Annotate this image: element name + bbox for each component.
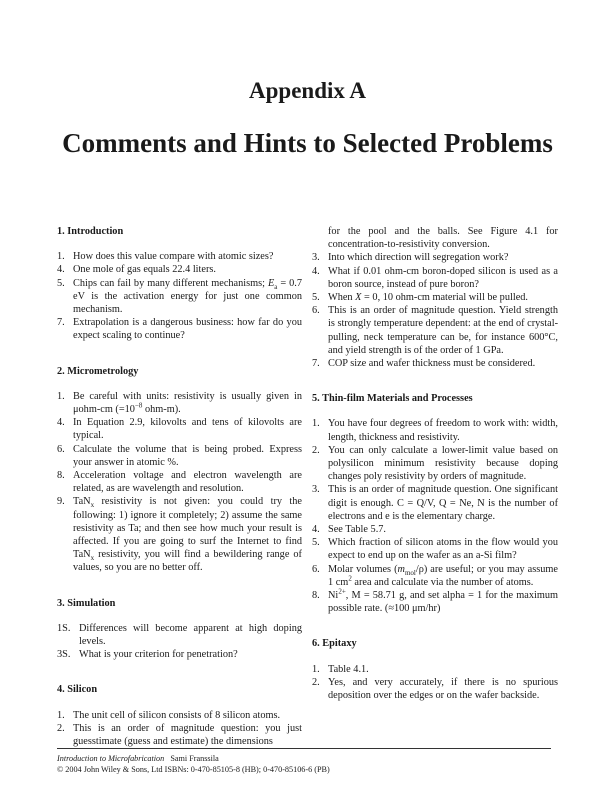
- item-number: 1.: [312, 663, 320, 675]
- list-item: [312, 663, 558, 676]
- item-number: 8.: [312, 590, 320, 602]
- item-text: Calculate the volume that is being probed. Express your answer in atomic %.: [73, 443, 302, 468]
- item-number: 3S.: [57, 649, 71, 661]
- list-item: [312, 536, 558, 562]
- list-item: [57, 469, 302, 495]
- item-text: Acceleration voltage and electron wavelength are related, as are wavelength and resolution.: [73, 470, 302, 495]
- item-number: 8.: [57, 470, 65, 482]
- item-number: 5.: [312, 537, 320, 549]
- list-item: [312, 291, 558, 304]
- item-number: 4.: [312, 265, 320, 277]
- list-item: [312, 251, 558, 264]
- footer: [57, 753, 330, 775]
- text-fragment: Ni: [328, 590, 339, 602]
- footer-rule: [57, 748, 551, 749]
- text-fragment: area and calculate via the number of atoms.: [351, 576, 534, 588]
- text-fragment: TaN: [73, 496, 91, 508]
- item-text: Into which direction will segregation work?: [328, 252, 509, 264]
- section-micrometrology: [57, 365, 302, 575]
- section-epitaxy: [312, 637, 558, 702]
- item-text: Differences will become apparent at high doping levels.: [79, 622, 302, 648]
- item-number: 1.: [57, 709, 65, 721]
- item-text: Which fraction of silicon atoms in the flow would you expect to end up on the wafer as an a-Si film?: [328, 537, 558, 562]
- superscript: 2+: [338, 587, 346, 596]
- subscript: mol: [404, 568, 416, 577]
- item-text: [328, 563, 558, 589]
- list-item: [57, 316, 302, 342]
- item-text: You have four degrees of freedom to work with: width, length, thickness and resistivity.: [328, 418, 558, 443]
- text-fragment: resistivity, you will find a bewildering range of values, so you are no better off.: [73, 549, 302, 574]
- section-heading: 4. Silicon: [57, 684, 98, 696]
- list-item: [57, 709, 302, 722]
- list-item: [57, 648, 302, 661]
- list-item: [57, 263, 302, 276]
- section-heading: 2. Micrometrology: [57, 365, 139, 377]
- math-var: X: [355, 292, 362, 304]
- item-number: 9.: [57, 496, 65, 508]
- item-number: 3.: [312, 484, 320, 496]
- item-number: 5.: [57, 277, 65, 289]
- list-item: [57, 390, 302, 416]
- book-title: Introduction to Microfabrication: [57, 754, 165, 763]
- text-fragment: = 0, 10 ohm-cm material will be pulled.: [361, 292, 528, 304]
- section-silicon-continued: [312, 225, 558, 370]
- section-heading: 5. Thin-film Materials and Processes: [312, 393, 473, 405]
- item-text: This is an order of magnitude question. Yield strength is strongly temperature dependent: at the end of crystal-pulling, neck temperature can be, for instance 600°C, and yield strength is of the order of 1 GPa.: [328, 305, 558, 356]
- list-item: [312, 589, 558, 615]
- section-simulation: [57, 597, 302, 662]
- item-number: 2.: [312, 676, 320, 688]
- math-var: m: [397, 563, 405, 575]
- right-column: [312, 225, 558, 724]
- superscript: −8: [134, 401, 143, 410]
- item-continuation: for the pool and the balls. See Figure 4.1 for concentration-to-resistivity conversion.: [328, 226, 558, 251]
- item-number: 5.: [312, 292, 320, 304]
- item-text: The unit cell of silicon consists of 8 silicon atoms.: [73, 709, 281, 721]
- text-fragment: Molar volumes (: [328, 563, 398, 575]
- subscript: a: [274, 282, 278, 291]
- item-text: This is an order of magnitude question. One significant digit is enough. C = Q/V, Q = Ne, N is the number of electrons and e is the elementary charge.: [328, 484, 558, 522]
- text-fragment: , M = 58.71 g, and set alpha = 1 for the maximum possible rate. (≈100 μm/hr): [328, 590, 558, 615]
- item-text: You can only calculate a lower-limit value based on polysilicon minimum resistivity because doping changes poly resistivity by orders of magnitude.: [328, 444, 558, 483]
- item-text: [73, 495, 302, 574]
- left-column: [57, 225, 302, 770]
- item-number: 4.: [312, 524, 320, 536]
- item-number: 3.: [312, 252, 320, 264]
- item-text: [328, 589, 558, 615]
- math-var: E: [268, 277, 275, 289]
- section-heading: 6. Epitaxy: [312, 638, 357, 650]
- section-heading: 3. Simulation: [57, 597, 116, 609]
- section-introduction: [57, 225, 302, 343]
- item-number: 4.: [57, 264, 65, 276]
- item-text: What if 0.01 ohm-cm boron-doped silicon is used as a boron source, instead of pure boron?: [328, 265, 558, 290]
- item-number: 7.: [312, 358, 320, 370]
- text-fragment: When: [328, 292, 356, 304]
- list-item: [312, 676, 558, 702]
- item-text: What is your criterion for penetration?: [79, 649, 238, 661]
- item-number: 1.: [312, 418, 320, 430]
- footer-line-1: [57, 753, 330, 764]
- superscript: 2: [348, 574, 352, 583]
- subscript: x: [90, 554, 95, 563]
- item-number: 2.: [312, 444, 320, 456]
- item-text: Table 4.1.: [328, 663, 369, 675]
- item-text: Yes, and very accurately, if there is no spurious deposition over the edges or on the wafer backside.: [328, 676, 558, 702]
- list-item: [312, 523, 558, 536]
- item-text: COP size and wafer thickness must be considered.: [328, 358, 536, 370]
- appendix-label: Appendix A: [249, 78, 366, 103]
- list-item: [312, 304, 558, 357]
- text-fragment: Chips can fail by many different mechanisms;: [73, 277, 266, 289]
- text-fragment: Be careful with units: resistivity is usually given in μohm-cm (=10: [73, 390, 302, 416]
- text-fragment: /ρ) are useful; or you may assume 1 cm: [328, 563, 558, 588]
- text-fragment: resistivity is not given: you could try the following: 1) ignore it completely; 2) assume the same resistivity as Ta; and then see how much your result is affected. If you are going to surf the Internet to find TaN: [73, 496, 302, 561]
- item-number: 6.: [312, 563, 320, 575]
- item-number: 7.: [57, 317, 65, 329]
- author: Sami Franssila: [170, 754, 219, 763]
- item-number: 4.: [57, 417, 65, 429]
- item-text: [73, 277, 302, 317]
- item-number: 6.: [312, 305, 320, 317]
- section-thin-film: [312, 392, 558, 615]
- item-number: 1.: [57, 390, 65, 402]
- item-number: 6.: [57, 443, 65, 455]
- item-number: 1.: [57, 251, 65, 263]
- item-text: [328, 291, 558, 304]
- list-item: [57, 722, 302, 748]
- item-number: 1S.: [57, 622, 71, 634]
- subscript: x: [90, 501, 95, 510]
- list-item: [312, 357, 558, 370]
- list-item: [312, 483, 558, 523]
- list-item: [312, 265, 558, 291]
- list-item: [312, 417, 558, 443]
- copyright-line: © 2004 John Wiley & Sons, Ltd ISBNs: 0-470-85105-8 (HB); 0-470-85106-6 (PB): [57, 765, 330, 774]
- item-text: [73, 390, 302, 416]
- list-item: [57, 622, 302, 648]
- list-item: [57, 495, 302, 574]
- item-text: One mole of gas equals 22.4 liters.: [73, 264, 216, 276]
- text-fragment: = 0.7 eV is the activation energy for just one common mechanism.: [73, 277, 303, 316]
- item-text: How does this value compare with atomic sizes?: [73, 251, 274, 263]
- item-text: In Equation 2.9, kilovolts and tens of kilovolts are typical.: [73, 417, 302, 442]
- list-item: [57, 416, 302, 442]
- section-heading: 1. Introduction: [57, 226, 124, 237]
- item-text: This is an order of magnitude question: you just guesstimate (guess and estimate) the dimensions: [73, 722, 302, 748]
- list-item: [312, 563, 558, 589]
- section-silicon: [57, 683, 302, 748]
- list-item: [57, 277, 302, 317]
- chapter-title: Comments and Hints to Selected Problems: [62, 128, 553, 158]
- list-item: [57, 443, 302, 469]
- item-text: Extrapolation is a dangerous business: how far do you expect scaling to continue?: [73, 317, 302, 342]
- item-text: See Table 5.7.: [328, 524, 386, 536]
- item-number: 2.: [57, 722, 65, 734]
- list-item: [312, 444, 558, 484]
- text-fragment: ohm-m).: [142, 404, 181, 416]
- list-item: [57, 250, 302, 263]
